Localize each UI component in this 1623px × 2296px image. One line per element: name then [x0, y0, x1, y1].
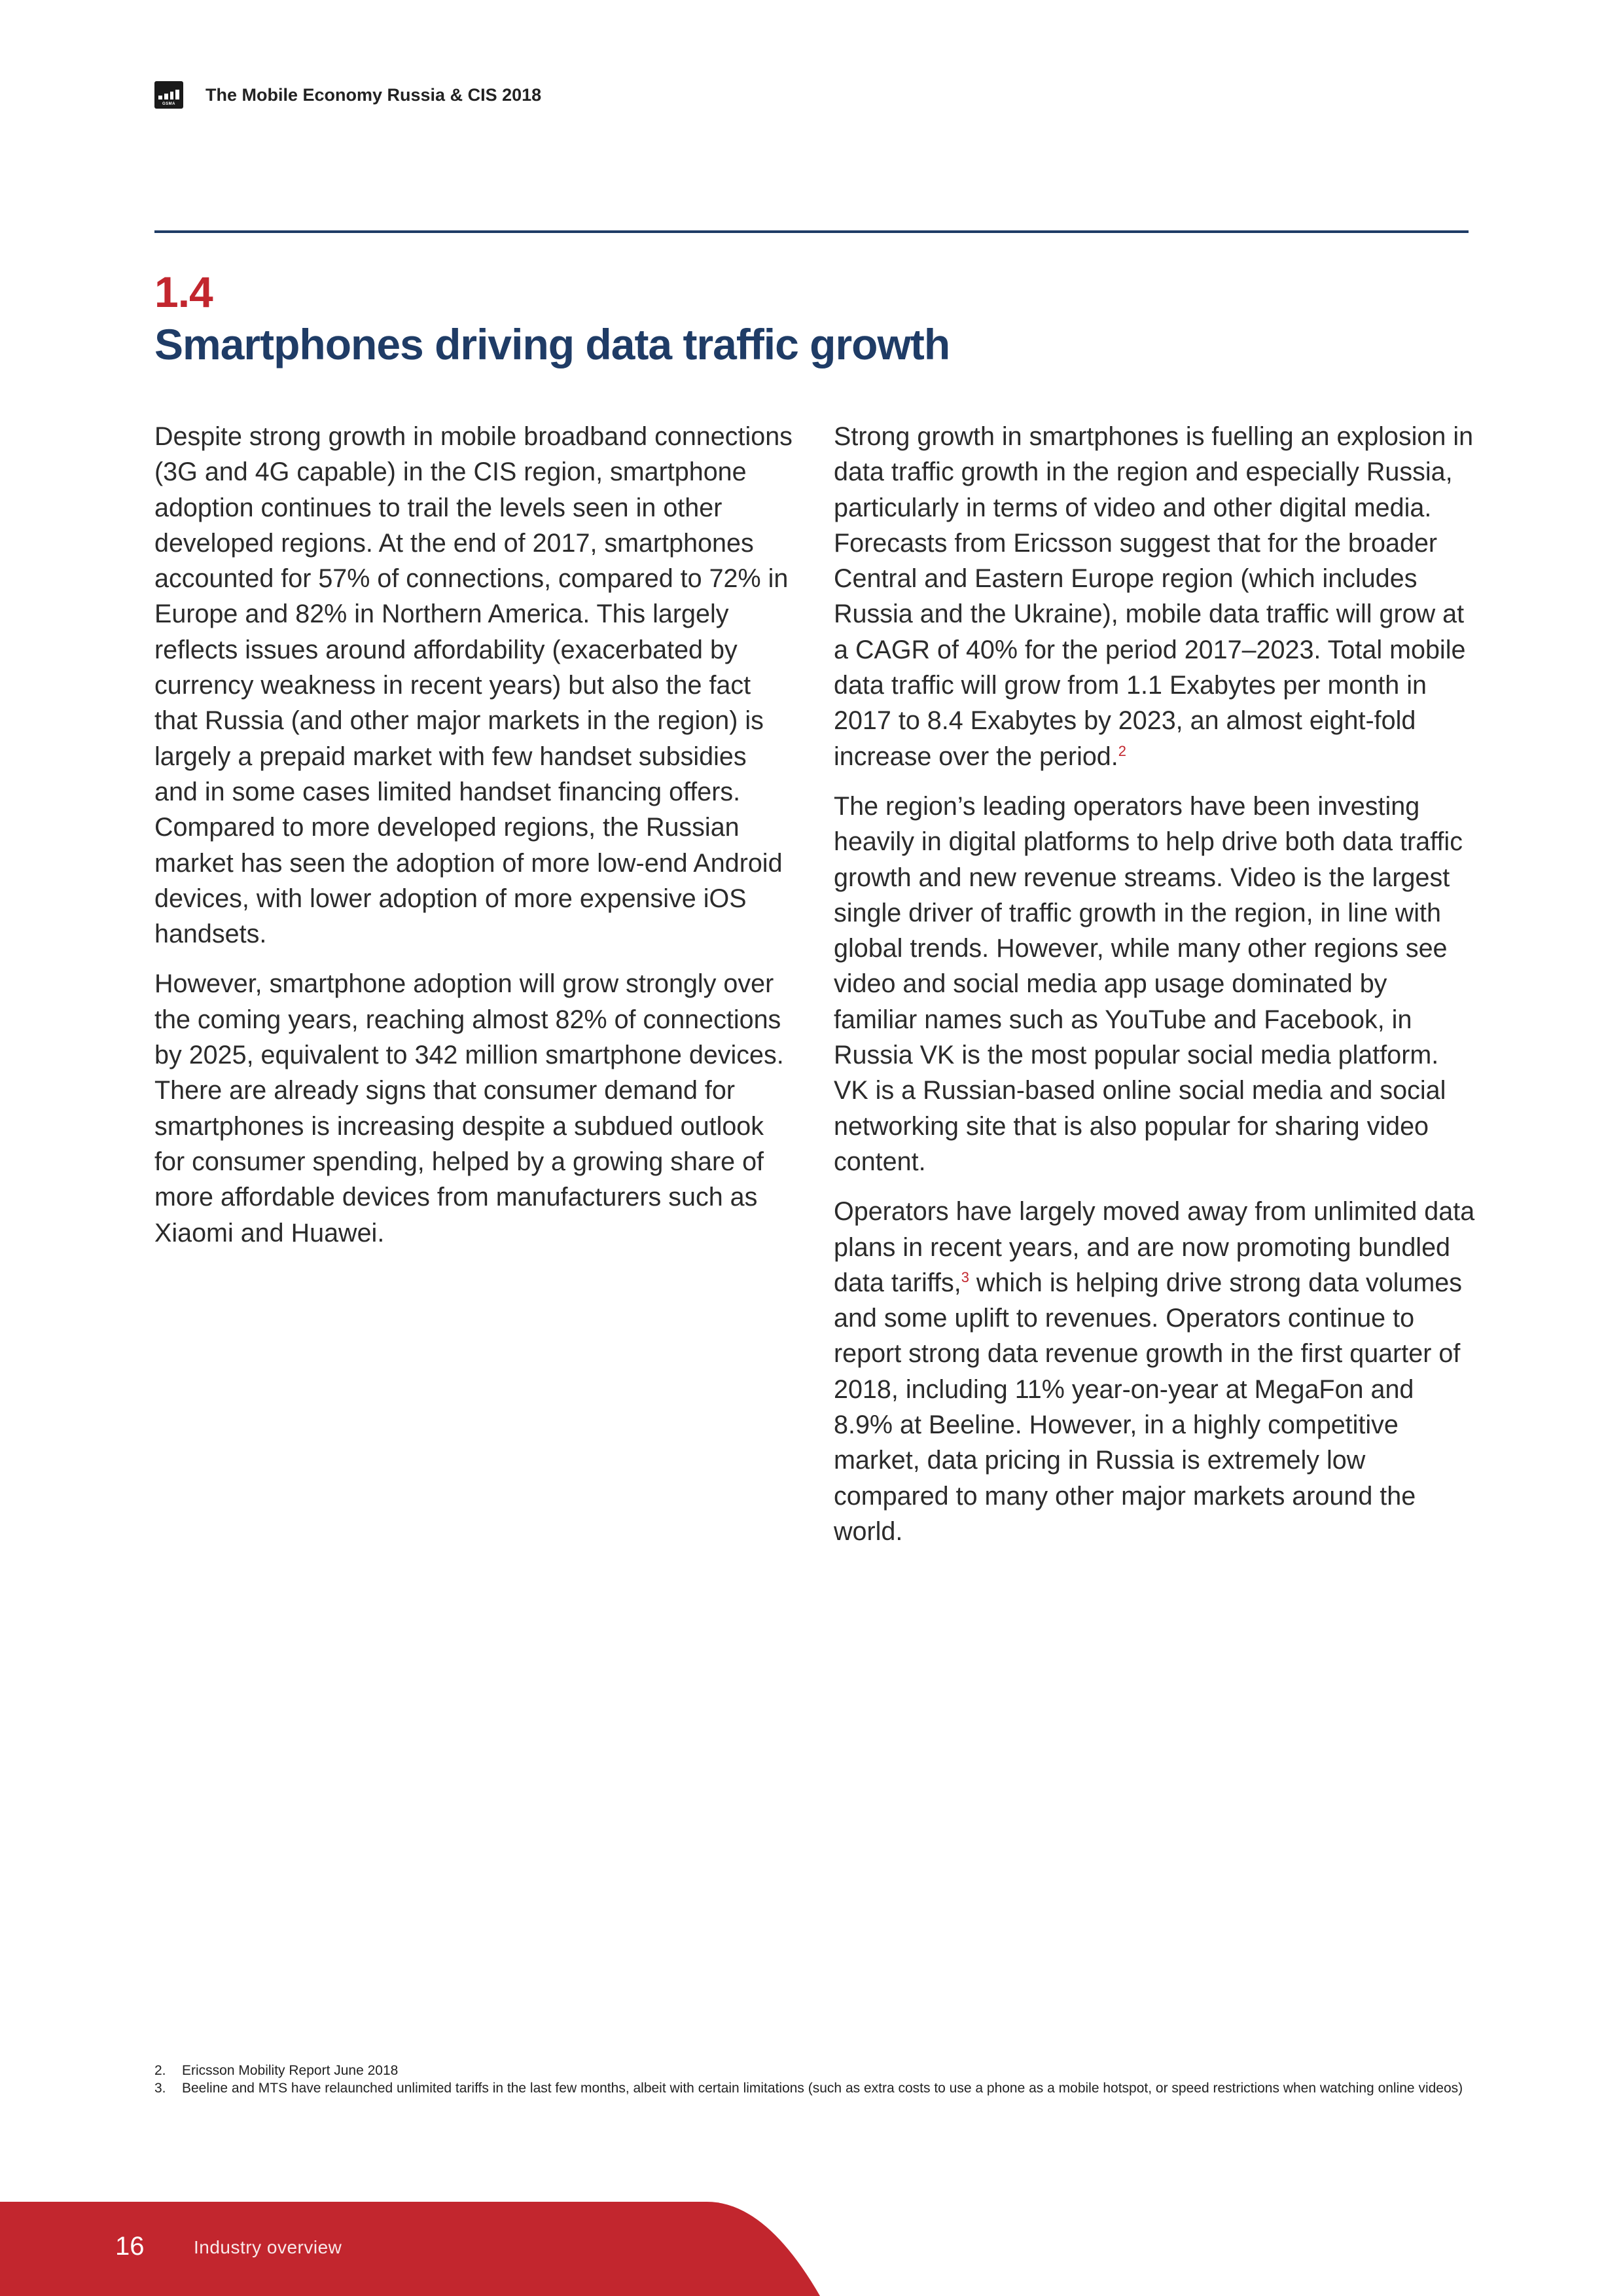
- footnote-ref-2[interactable]: 2: [1118, 742, 1127, 759]
- footnotes: [154, 2062, 1470, 2097]
- page-number: 16: [115, 2232, 145, 2261]
- gsma-logo-icon: [154, 81, 183, 109]
- footer-section-label: Industry overview: [194, 2237, 342, 2257]
- header-divider: [154, 230, 1469, 233]
- right-paragraph-3-text-a: Operators have largely moved away from unlimited data plans in recent years, and are now promoting bundled data tariffs,: [834, 1197, 1475, 1297]
- footnote-text: Beeline and MTS have relaunched unlimited tariffs in the last few months, albeit with certain limitations (such as extra costs to use a phone as a mobile hotspot, or speed restrictions when watching online videos): [182, 2081, 1463, 2096]
- section-number: 1.4: [154, 268, 213, 316]
- section-title: Smartphones driving data traffic growth: [154, 320, 950, 368]
- left-paragraph-2: However, smartphone adoption will grow strongly over the coming years, reaching almost 82% of connections by 2025, equivalent to 342 million smartphone devices. There are already signs that consumer demand for smartphones is increasing despite a subdued outlook for consumer spending, helped by a growing share of more affordable devices from manufacturers such as Xiaomi and Huawei.: [154, 969, 784, 1247]
- logo-text: GSMA: [162, 102, 175, 106]
- right-paragraph-1: [834, 419, 1475, 774]
- footnote-text: Ericsson Mobility Report June 2018: [182, 2063, 399, 2078]
- document-title: The Mobile Economy Russia & CIS 2018: [205, 84, 542, 105]
- footnote-ref-3[interactable]: 3: [961, 1268, 969, 1285]
- right-paragraph-1-text: Strong growth in smartphones is fuelling an explosion in data traffic growth in the region and especially Russia, particularly in terms of video and other digital media. Forecasts from Ericsson suggest that for the broader Central and Eastern Europe region (which includes Russia and the Ukraine), mobile data traffic will grow at a CAGR of 40% for the period 2017–2023. Total mobile data traffic will grow from 1.1 Exabytes per month in 2017 to 8.4 Exabytes by 2023, an almost eight-fold increase over the period.: [834, 422, 1474, 771]
- right-paragraph-3: [834, 1194, 1475, 1549]
- footnote-item: [154, 2079, 1470, 2097]
- left-column: [154, 419, 796, 1265]
- page-header: [154, 79, 541, 111]
- footnote-number: 2.: [154, 2063, 166, 2078]
- right-paragraph-3-text-b: which is helping drive strong data volumes and some uplift to revenues. Operators continue to report strong data revenue growth in the first quarter of 2018, including 11% year-on-year at MegaFon and 8.9% at Beeline. However, in a highly competitive market, data pricing in Russia is extremely low compared to many other major markets around the world.: [834, 1268, 1463, 1546]
- left-paragraph-1: Despite strong growth in mobile broadband connections (3G and 4G capable) in the CIS region, smartphone adoption continues to trail the levels seen in other developed regions. At the end of 2017, smartphones accounted for 57% of connections, compared to 72% in Europe and 82% in Northern America. This largely reflects issues around affordability (exacerbated by currency weakness in recent years) but also the fact that Russia (and other major markets in the region) is largely a prepaid market with few handset subsidies and in some cases limited handset financing offers. Compared to more developed regions, the Russian market has seen the adoption of more low-end Android devices, with lower adoption of more expensive iOS handsets.: [154, 422, 793, 949]
- right-column: [834, 419, 1475, 1564]
- footnote-item: [154, 2062, 1470, 2079]
- right-paragraph-2: The region’s leading operators have been investing heavily in digital platforms to help drive both data traffic growth and new revenue streams. Video is the largest single driver of traffic growth in the region, in line with global trends. However, while many other regions see video and social media app usage dominated by familiar names such as YouTube and Facebook, in Russia VK is the most popular social media platform. VK is a Russian-based online social media and social networking site that is also popular for sharing video content.: [834, 791, 1463, 1176]
- footnote-number: 3.: [154, 2081, 166, 2096]
